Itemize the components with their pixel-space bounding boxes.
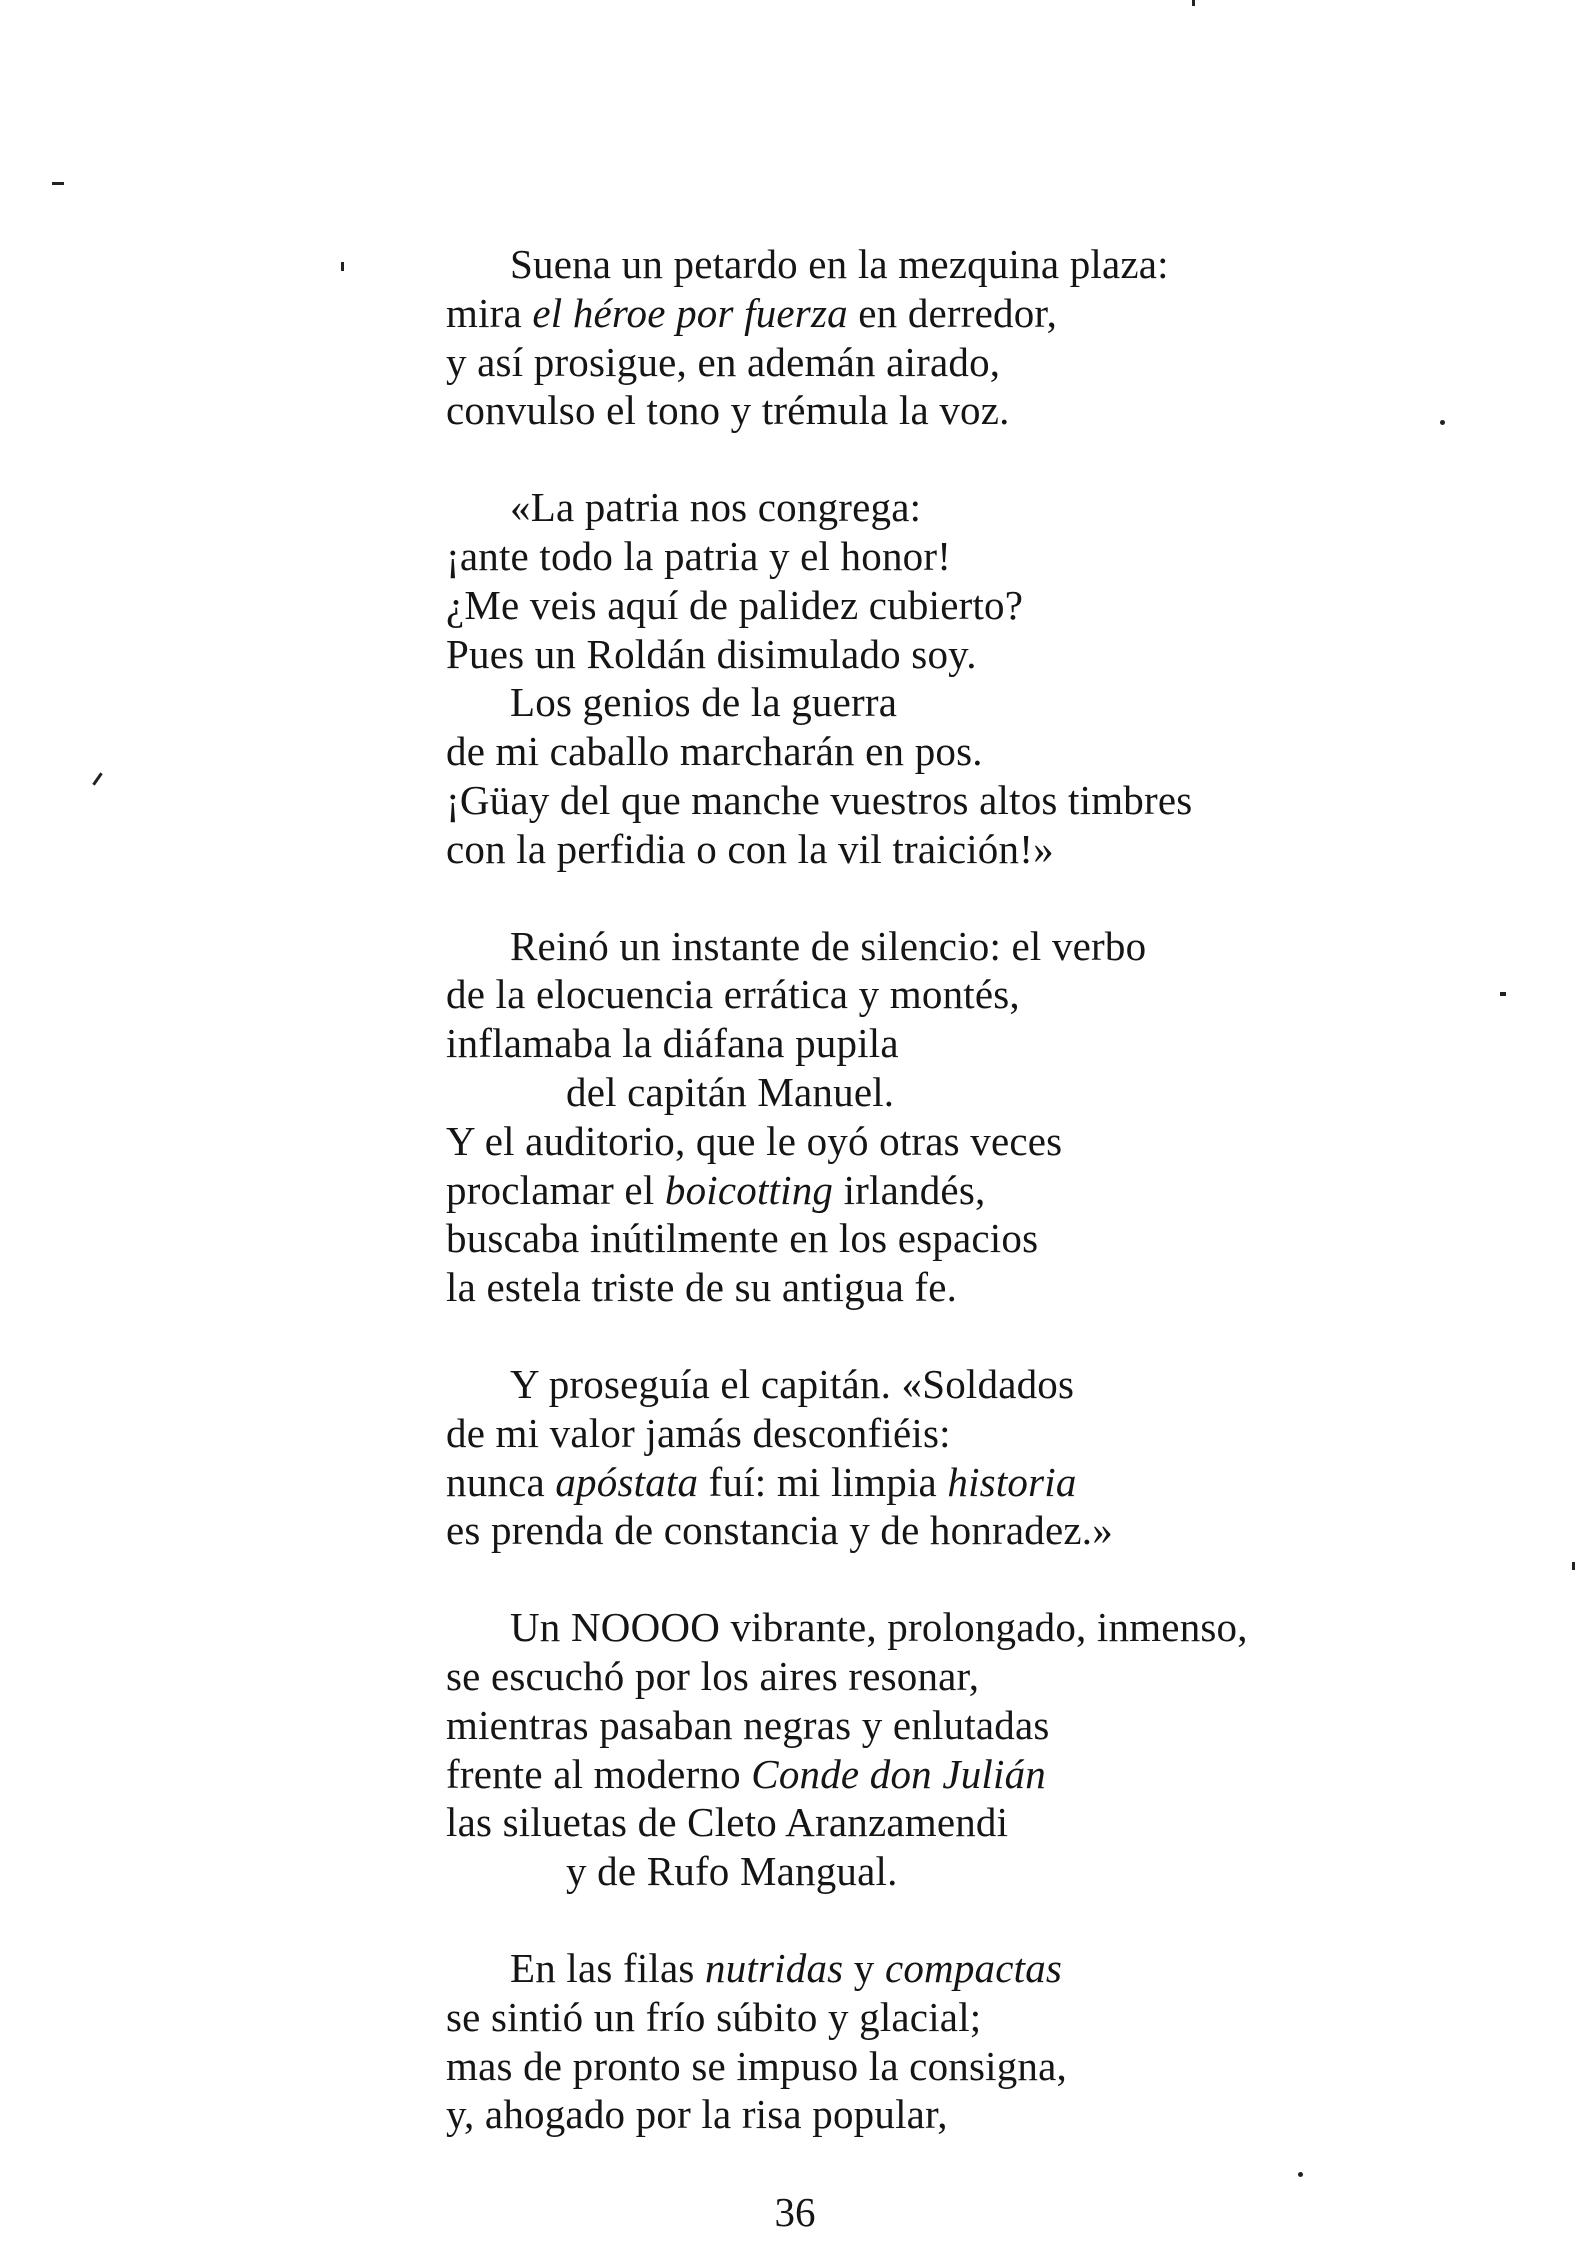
verse-line xyxy=(446,1214,1446,1263)
verse-line xyxy=(446,1409,1446,1458)
verse-text: Pues un Roldán disimulado soy. xyxy=(446,630,977,677)
italic-phrase: nutridas xyxy=(705,1944,844,1991)
verse-text: de mi caballo marcharán en pos. xyxy=(446,728,983,775)
verse-text: las siluetas de Cleto Aranzamendi xyxy=(446,1799,1009,1846)
verse-text: frente al moderno xyxy=(446,1750,752,1797)
verse-text: inflamaba la diáfana pupila xyxy=(446,1020,899,1067)
verse-text: mas de pronto se impuso la consigna, xyxy=(446,2042,1067,2089)
scan-speck xyxy=(92,772,102,785)
verse-line xyxy=(446,1458,1446,1507)
verse-text: En las filas xyxy=(510,1944,706,1991)
verse-text: con la perfidia o con la vil traición!» xyxy=(446,825,1054,872)
verse-line xyxy=(446,1701,1446,1750)
scan-speck xyxy=(1298,2172,1303,2177)
verse-text: «La patria nos congrega: xyxy=(510,484,922,531)
verse-text: buscaba inútilmente en los espacios xyxy=(446,1215,1039,1262)
verse-text: Un NOOOO vibrante, prolongado, inmenso, xyxy=(510,1604,1248,1651)
stanza xyxy=(446,922,1446,1312)
verse-line xyxy=(446,1847,1446,1896)
verse-line xyxy=(446,1750,1446,1799)
verse-text: es prenda de constancia y de honradez.» xyxy=(446,1507,1113,1554)
stanza-gap xyxy=(446,874,1446,922)
verse-text: mira xyxy=(446,289,533,336)
verse-line xyxy=(446,1993,1446,2042)
verse-line xyxy=(446,1166,1446,1215)
italic-phrase: apóstata xyxy=(555,1458,699,1505)
scan-speck xyxy=(1192,0,1195,6)
verse-line xyxy=(446,581,1446,630)
poem-body xyxy=(446,240,1446,2139)
stanza xyxy=(446,1944,1446,2139)
verse-text: y, ahogado por la risa popular, xyxy=(446,2091,948,2138)
scan-speck xyxy=(52,182,64,185)
verse-text: fuí: mi limpia xyxy=(698,1458,948,1505)
verse-line xyxy=(446,1506,1446,1555)
scan-speck xyxy=(1572,1562,1575,1570)
stanza xyxy=(446,483,1446,873)
verse-line xyxy=(446,338,1446,387)
verse-line xyxy=(446,825,1446,874)
verse-line xyxy=(446,386,1446,435)
verse-text: Suena un petardo en la mezquina plaza: xyxy=(510,241,1169,287)
verse-text: mientras pasaban negras y enlutadas xyxy=(446,1701,1050,1748)
verse-line xyxy=(446,776,1446,825)
verse-line xyxy=(446,2090,1446,2139)
verse-line xyxy=(446,1117,1446,1166)
verse-line xyxy=(446,1603,1446,1652)
verse-line xyxy=(446,289,1446,338)
stanza xyxy=(446,1603,1446,1896)
verse-line xyxy=(446,532,1446,581)
page-number: 36 xyxy=(774,2189,816,2235)
italic-phrase: historia xyxy=(947,1458,1077,1505)
verse-line xyxy=(446,1944,1446,1993)
verse-text: ¡Güay del que manche vuestros altos timbres xyxy=(446,776,1193,823)
verse-text: ¿Me veis aquí de palidez cubierto? xyxy=(446,581,1024,628)
verse-text: Los genios de la guerra xyxy=(510,679,898,726)
italic-phrase: el héroe por fuerza xyxy=(532,289,848,336)
verse-line xyxy=(446,678,1446,727)
verse-text: y xyxy=(843,1944,885,1991)
verse-text: y así prosigue, en ademán airado, xyxy=(446,338,1001,385)
verse-text: ¡ante todo la patria y el honor! xyxy=(446,532,952,579)
verse-text: Y el auditorio, que le oyó otras veces xyxy=(446,1117,1063,1164)
scan-speck xyxy=(341,262,344,271)
verse-text: de mi valor jamás desconfiéis: xyxy=(446,1409,951,1456)
verse-text: en derredor, xyxy=(847,289,1058,336)
italic-phrase: boicotting xyxy=(664,1166,834,1213)
verse-line xyxy=(446,970,1446,1019)
verse-line xyxy=(446,1798,1446,1847)
verse-line xyxy=(446,2042,1446,2091)
verse-text: irlandés, xyxy=(833,1166,986,1213)
verse-line xyxy=(446,1263,1446,1312)
verse-line xyxy=(446,1652,1446,1701)
verse-line xyxy=(446,1019,1446,1068)
verse-text: Reinó un instante de silencio: el verbo xyxy=(510,922,1147,969)
verse-text: convulso el tono y trémula la voz. xyxy=(446,387,1010,434)
verse-text: la estela triste de su antigua fe. xyxy=(446,1264,958,1311)
verse-line xyxy=(446,483,1446,532)
verse-text: y de Rufo Mangual. xyxy=(566,1848,898,1895)
verse-text: Y proseguía el capitán. «Soldados xyxy=(510,1360,1075,1407)
verse-text: de la elocuencia errática y montés, xyxy=(446,971,1020,1018)
italic-phrase: Conde don Julián xyxy=(751,1750,1047,1797)
verse-text: se escuchó por los aires resonar, xyxy=(446,1652,980,1699)
verse-text: del capitán Manuel. xyxy=(566,1068,895,1115)
verse-line xyxy=(446,1360,1446,1409)
stanza xyxy=(446,240,1446,435)
verse-line xyxy=(446,922,1446,971)
verse-line xyxy=(446,1068,1446,1117)
verse-line xyxy=(446,727,1446,776)
stanza-gap xyxy=(446,1896,1446,1944)
stanza-gap xyxy=(446,1555,1446,1603)
verse-line xyxy=(446,630,1446,679)
stanza-gap xyxy=(446,435,1446,483)
stanza xyxy=(446,1360,1446,1555)
stanza-gap xyxy=(446,1312,1446,1360)
verse-text: proclamar el xyxy=(446,1166,665,1213)
italic-phrase: compactas xyxy=(884,1944,1063,1991)
verse-line xyxy=(446,240,1446,289)
scan-speck xyxy=(1440,420,1445,425)
verse-text: nunca xyxy=(446,1458,556,1505)
verse-text: se sintió un frío súbito y glacial; xyxy=(446,1993,982,2040)
scan-speck xyxy=(1500,992,1506,996)
